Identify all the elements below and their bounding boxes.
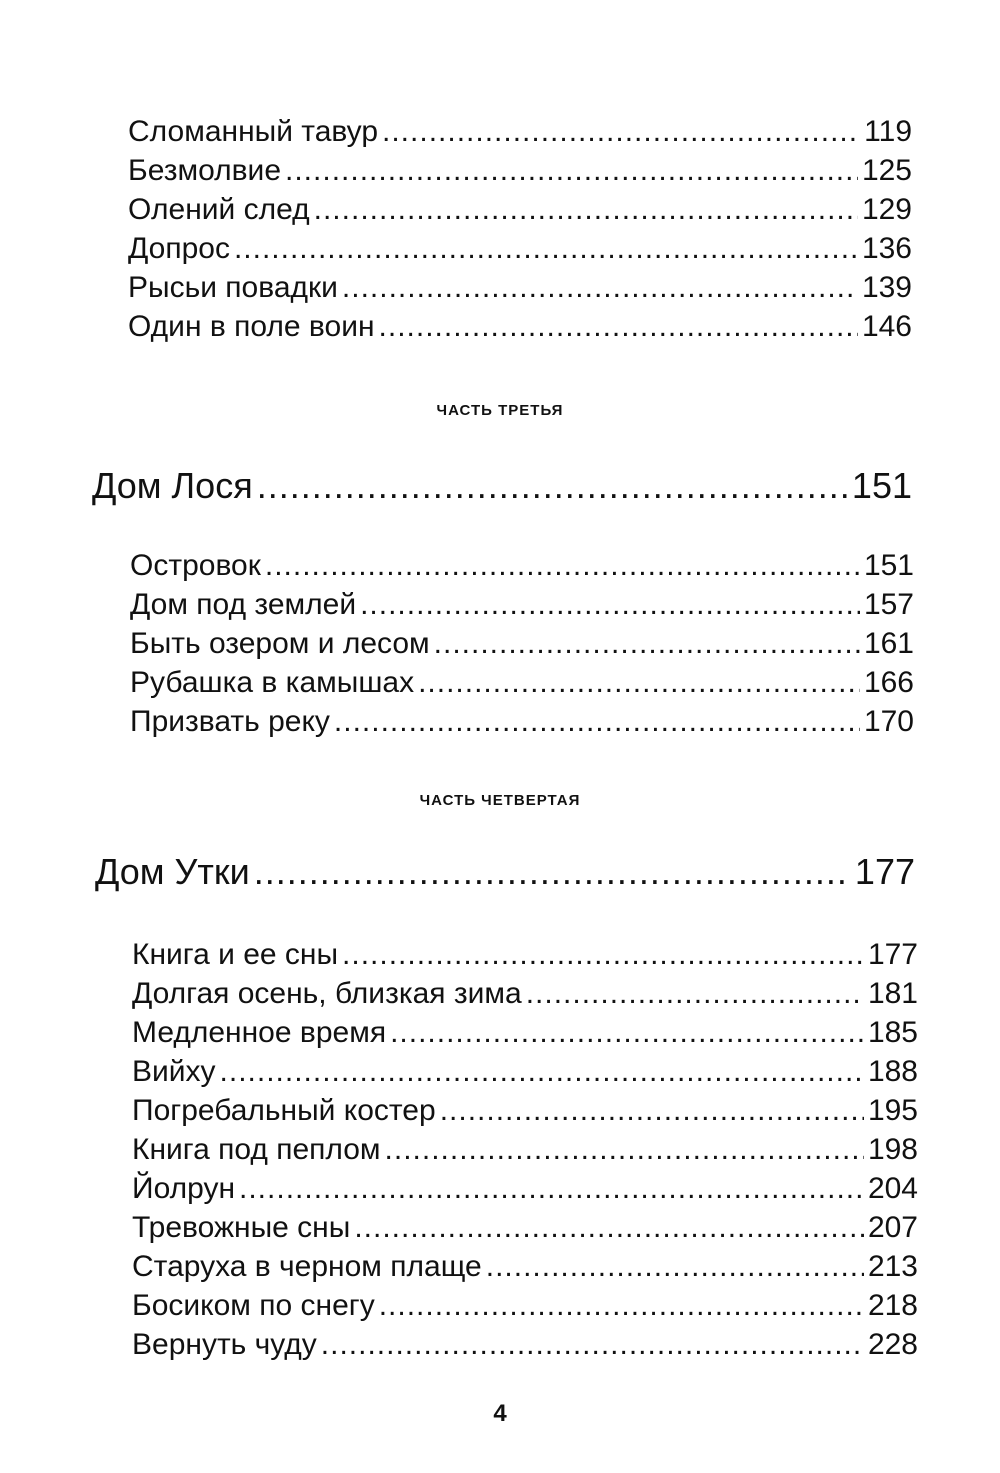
part-heading: ЧАСТЬ ТРЕТЬЯ <box>436 402 564 419</box>
toc-entry-title: Вийху <box>132 1055 216 1088</box>
toc-entry <box>132 935 918 975</box>
toc-entry <box>132 974 918 1014</box>
toc-entry-page: 207 <box>867 1211 918 1244</box>
dot-leader <box>342 935 864 975</box>
toc-entry-title: Погребальный костер <box>132 1094 436 1127</box>
toc-entry-title: Книга и ее сны <box>132 938 339 971</box>
toc-entry-title: Книга под пеплом <box>132 1133 381 1166</box>
toc-entry <box>130 702 914 742</box>
toc-entry-title: Старуха в черном плаще <box>132 1250 482 1283</box>
toc-entry-page: 161 <box>863 627 914 660</box>
toc-entry-page: 125 <box>861 154 912 187</box>
dot-leader <box>285 151 858 191</box>
toc-entry-title: Островок <box>130 549 261 582</box>
dot-leader <box>220 1052 864 1092</box>
dot-leader <box>390 1013 864 1053</box>
toc-entry-title: Олений след <box>128 193 310 226</box>
toc-entry <box>128 112 912 152</box>
toc-entry-page: 185 <box>867 1016 918 1049</box>
toc-entry <box>128 151 912 191</box>
toc-entry <box>132 1247 918 1287</box>
toc-entry-title: Безмолвие <box>128 154 282 187</box>
toc-entry <box>132 1052 918 1092</box>
toc-entry-page: 119 <box>864 115 912 148</box>
toc-entry-page: 177 <box>854 851 915 892</box>
toc-entry <box>132 1169 918 1209</box>
toc-entry-page: 151 <box>863 549 914 582</box>
toc-entry-title: Допрос <box>128 232 230 265</box>
toc-entry-page: 204 <box>867 1172 918 1205</box>
toc-entry-title: Дом Утки <box>95 851 250 892</box>
toc-entry-title: Долгая осень, близкая зима <box>132 977 522 1010</box>
toc-entry-page: 195 <box>867 1094 918 1127</box>
toc-entry <box>132 1325 918 1365</box>
toc-entry-page: 188 <box>867 1055 918 1088</box>
page-number: 4 <box>493 1400 507 1427</box>
toc-entry-page: 170 <box>863 705 914 738</box>
toc-entry-page: 151 <box>851 465 912 506</box>
dot-leader <box>239 1169 864 1209</box>
part-heading: ЧАСТЬ ЧЕТВЕРТАЯ <box>419 792 581 809</box>
toc-entry-page: 157 <box>863 588 914 621</box>
toc-entry-title: Рысьи повадки <box>128 271 338 304</box>
dot-leader <box>354 1208 864 1248</box>
toc-entry <box>130 624 914 664</box>
toc-entry-title: Один в поле воин <box>128 310 375 343</box>
dot-leader <box>382 112 860 152</box>
toc-entry <box>130 663 914 703</box>
dot-leader <box>314 190 858 230</box>
dot-leader <box>418 663 860 703</box>
dot-leader <box>486 1247 864 1287</box>
dot-leader <box>257 462 848 510</box>
toc-house-entry <box>92 462 912 510</box>
toc-entry <box>132 1013 918 1053</box>
toc-entry-title: Йолрун <box>132 1172 236 1205</box>
toc-entry <box>132 1208 918 1248</box>
dot-leader <box>334 702 860 742</box>
dot-leader <box>385 1130 864 1170</box>
toc-entry <box>128 190 912 230</box>
toc-entry-page: 146 <box>861 310 912 343</box>
dot-leader <box>265 546 860 586</box>
toc-entry-title: Сломанный тавур <box>128 115 379 148</box>
dot-leader <box>342 268 858 308</box>
toc-entry <box>128 307 912 347</box>
toc-entry-page: 129 <box>861 193 912 226</box>
toc-entry-title: Рубашка в камышах <box>130 666 415 699</box>
toc-entry-page: 198 <box>867 1133 918 1166</box>
toc-entry-page: 166 <box>863 666 914 699</box>
dot-leader <box>526 974 864 1014</box>
toc-entry <box>130 585 914 625</box>
toc-entry-title: Тревожные сны <box>132 1211 351 1244</box>
toc-entry <box>128 268 912 308</box>
toc-entry <box>132 1286 918 1326</box>
toc-entry <box>128 229 912 269</box>
dot-leader <box>234 229 858 269</box>
toc-entry-page: 228 <box>867 1328 918 1361</box>
toc-entry-page: 213 <box>867 1250 918 1283</box>
dot-leader <box>440 1091 864 1131</box>
toc-entry-title: Призвать реку <box>130 705 330 738</box>
dot-leader <box>434 624 860 664</box>
toc-entry-page: 177 <box>867 938 918 971</box>
toc-entry-page: 218 <box>867 1289 918 1322</box>
dot-leader <box>254 848 851 896</box>
toc-entry <box>132 1091 918 1131</box>
dot-leader <box>321 1325 864 1365</box>
toc-entry-title: Медленное время <box>132 1016 387 1049</box>
dot-leader <box>379 1286 864 1326</box>
toc-entry-title: Быть озером и лесом <box>130 627 430 660</box>
toc-entry-title: Босиком по снегу <box>132 1289 375 1322</box>
toc-entry-page: 181 <box>867 977 918 1010</box>
toc-entry-title: Вернуть чуду <box>132 1328 317 1361</box>
toc-entry <box>130 546 914 586</box>
dot-leader <box>360 585 860 625</box>
toc-house-entry <box>95 848 915 896</box>
toc-entry-page: 136 <box>861 232 912 265</box>
toc-entry-title: Дом Лося <box>92 465 253 506</box>
toc-entry-title: Дом под землей <box>130 588 357 621</box>
toc-entry-page: 139 <box>861 271 912 304</box>
toc-entry <box>132 1130 918 1170</box>
dot-leader <box>379 307 858 347</box>
